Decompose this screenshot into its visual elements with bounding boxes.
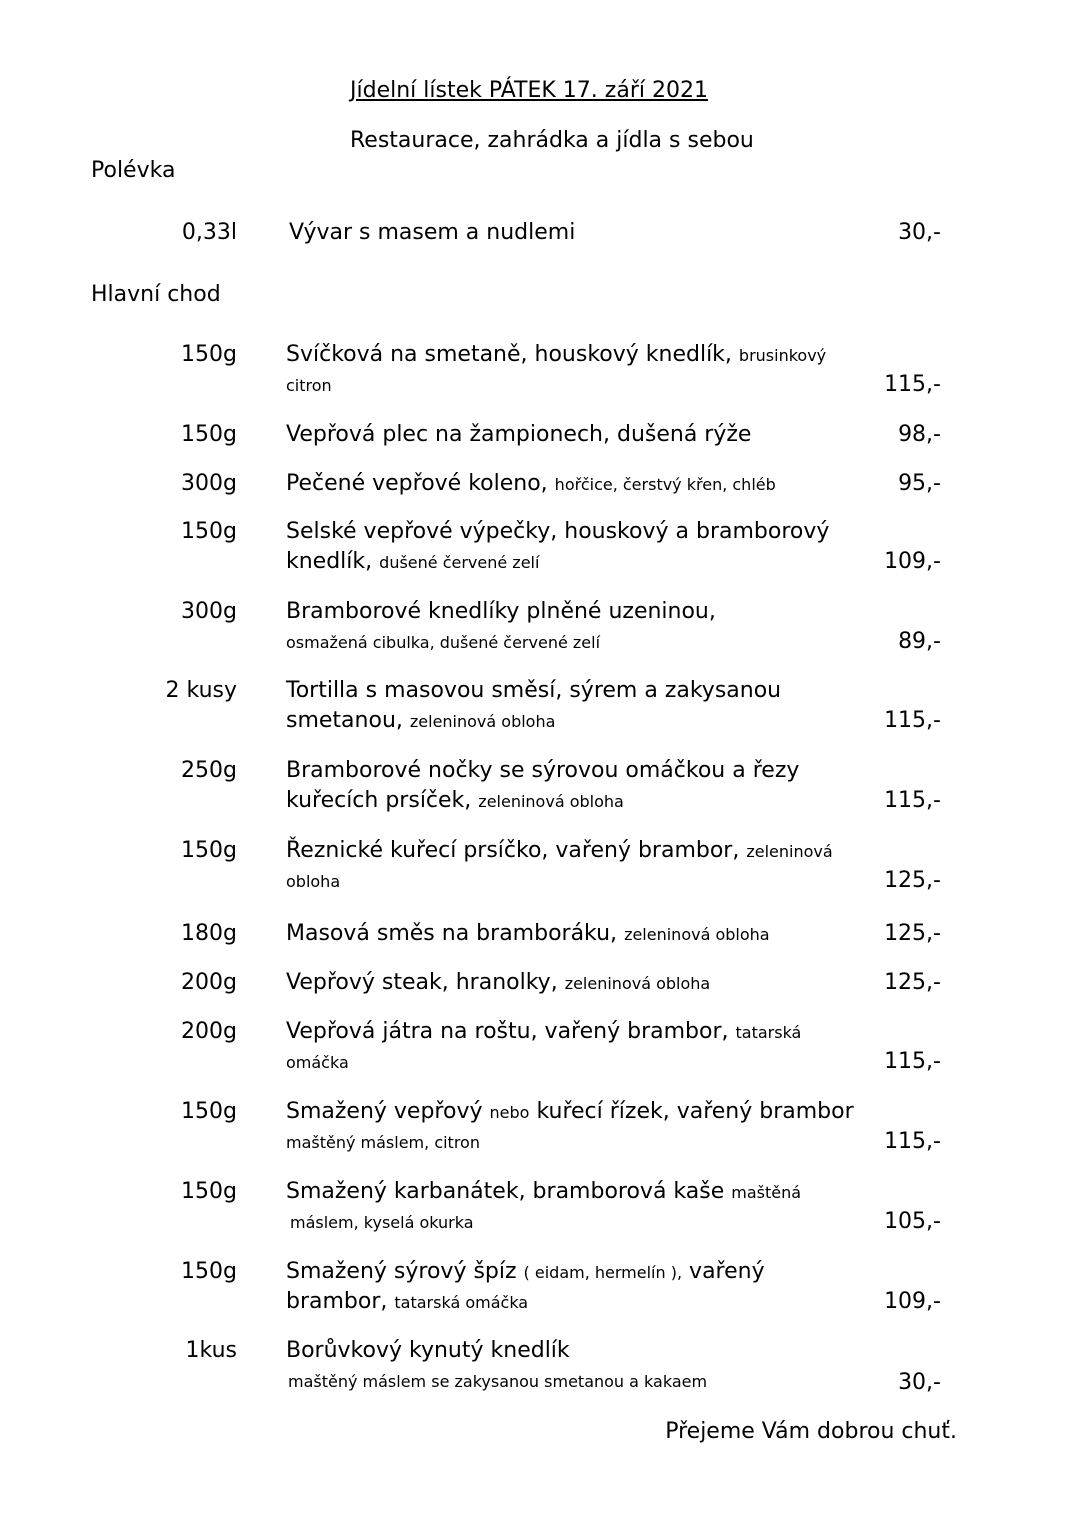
item-price: 125,- xyxy=(884,921,941,946)
menu-subtitle: Restaurace, zahrádka a jídla s sebou xyxy=(350,128,754,153)
item-quantity: 180g xyxy=(181,921,237,946)
menu-title: Jídelní lístek PÁTEK 17. září 2021 xyxy=(350,78,708,103)
item-garnish: zeleninová obloha xyxy=(478,792,624,811)
item-name: Masová směs na bramboráku, xyxy=(286,921,618,946)
item-price: 98,- xyxy=(898,422,941,447)
item-name: Svíčková na smetaně, houskový knedlík, xyxy=(286,342,732,367)
item-garnish-line2: máslem, kyselá okurka xyxy=(290,1213,474,1232)
item-name: Pečené vepřové koleno, xyxy=(286,471,548,496)
item-name-cont: smetanou, xyxy=(286,708,403,733)
item-price: 125,- xyxy=(884,970,941,995)
item-price: 115,- xyxy=(884,1129,941,1154)
item-price: 115,- xyxy=(884,372,941,397)
item-name-line1 xyxy=(286,921,770,946)
item-name: Smažený sýrový špíz xyxy=(286,1259,517,1284)
menu-item xyxy=(0,342,1087,412)
item-price: 95,- xyxy=(898,471,941,496)
item-name-line1 xyxy=(286,838,833,863)
item-name-line2 xyxy=(286,549,539,574)
item-name: Řeznické kuřecí prsíčko, vařený brambor, xyxy=(286,838,740,863)
item-quantity: 200g xyxy=(181,970,237,995)
item-name-line1 xyxy=(286,970,710,995)
item-connector: nebo xyxy=(489,1103,530,1122)
item-garnish: maštěný máslem se zakysanou smetanou a kakaem xyxy=(288,1372,708,1391)
item-name: Vepřová plec na žampionech, dušená rýže xyxy=(286,422,752,447)
item-name-line1 xyxy=(286,471,776,496)
item-name-line2 xyxy=(286,708,555,733)
item-name: Bramborové knedlíky plněné uzeninou, xyxy=(286,599,716,624)
item-name: Vepřová játra na roštu, vařený brambor, xyxy=(286,1019,729,1044)
item-garnish: brusinkový xyxy=(738,346,827,365)
item-quantity: 150g xyxy=(181,422,237,447)
section-soup-heading: Polévka xyxy=(91,158,176,183)
item-name-cont: knedlík, xyxy=(286,549,373,574)
item-name: Smažený vepřový xyxy=(286,1099,483,1124)
item-garnish: zeleninová xyxy=(746,842,833,861)
item-garnish-line2: obloha xyxy=(286,872,341,891)
item-name-line1 xyxy=(286,1179,801,1204)
item-price: 30,- xyxy=(898,1370,941,1395)
item-name-line2 xyxy=(286,788,624,813)
item-garnish: maštěná xyxy=(731,1183,802,1202)
item-quantity: 150g xyxy=(181,1259,237,1284)
menu-item xyxy=(0,678,1087,748)
item-garnish: tatarská xyxy=(735,1023,802,1042)
item-name-line1 xyxy=(286,342,826,367)
menu-item xyxy=(0,1179,1087,1249)
item-garnish: zeleninová obloha xyxy=(409,712,556,731)
item-name-line2 xyxy=(286,868,340,893)
item-garnish: tatarská omáčka xyxy=(394,1293,529,1312)
item-name-line2 xyxy=(286,1129,480,1154)
item-price: 115,- xyxy=(884,788,941,813)
item-name-cont2: brambor, xyxy=(286,1289,388,1314)
item-price: 105,- xyxy=(884,1209,941,1234)
item-price: 115,- xyxy=(884,1049,941,1074)
item-price: 125,- xyxy=(884,868,941,893)
closing-greeting: Přejeme Vám dobrou chuť. xyxy=(665,1419,957,1444)
item-quantity: 150g xyxy=(181,838,237,863)
menu-item xyxy=(0,1019,1087,1089)
item-name-line1 xyxy=(286,1259,765,1284)
item-price: 89,- xyxy=(898,629,941,654)
menu-item xyxy=(0,838,1087,908)
item-quantity: 1kus xyxy=(185,1338,237,1363)
item-name-cont: kuřecích prsíček, xyxy=(286,788,472,813)
item-name: Vepřový steak, hranolky, xyxy=(286,970,558,995)
item-name-cont: vařený xyxy=(689,1259,765,1284)
menu-item xyxy=(0,1338,1087,1408)
item-name: Bramborové nočky se sýrovou omáčkou a řezy xyxy=(286,758,800,783)
item-name-line2 xyxy=(286,1289,528,1314)
item-name-line2 xyxy=(286,1049,349,1074)
item-name-line2 xyxy=(290,1209,474,1234)
item-garnish-line2: citron xyxy=(286,376,332,395)
item-quantity: 150g xyxy=(181,1179,237,1204)
menu-item xyxy=(0,1099,1087,1169)
item-name-line1 xyxy=(286,1099,854,1124)
item-name: Selské vepřové výpečky, houskový a bramborový xyxy=(286,519,830,544)
item-name-line2 xyxy=(286,629,600,654)
item-garnish: zeleninová obloha xyxy=(624,925,770,944)
item-price: 30,- xyxy=(898,220,941,245)
item-quantity: 300g xyxy=(181,599,237,624)
item-garnish: dušené červené zelí xyxy=(379,553,540,572)
item-price: 109,- xyxy=(884,1289,941,1314)
item-quantity: 300g xyxy=(181,471,237,496)
menu-item xyxy=(0,758,1087,828)
item-name: Borůvkový kynutý knedlík xyxy=(286,1338,570,1363)
menu-item xyxy=(0,599,1087,669)
item-name: Tortilla s masovou směsí, sýrem a zakysanou xyxy=(286,678,782,703)
item-name-line1 xyxy=(286,1019,801,1044)
item-quantity: 150g xyxy=(181,342,237,367)
item-price: 115,- xyxy=(884,708,941,733)
item-note: ( eidam, hermelín ), xyxy=(523,1263,683,1282)
item-quantity: 250g xyxy=(181,758,237,783)
item-price: 109,- xyxy=(884,549,941,574)
item-garnish: maštěný máslem, citron xyxy=(286,1133,480,1152)
menu-item xyxy=(0,519,1087,589)
item-garnish-line2: omáčka xyxy=(286,1053,349,1072)
item-quantity: 0,33l xyxy=(181,220,237,245)
item-name-line2 xyxy=(288,1368,707,1393)
item-name: Smažený karbanátek, bramborová kaše xyxy=(286,1179,725,1204)
item-name: Vývar s masem a nudlemi xyxy=(289,220,576,245)
item-quantity: 150g xyxy=(181,1099,237,1124)
item-garnish: hořčice, čerstvý křen, chléb xyxy=(554,475,776,494)
soup-item xyxy=(0,220,1087,290)
item-garnish: zeleninová obloha xyxy=(564,974,711,993)
item-quantity: 2 kusy xyxy=(165,678,237,703)
item-garnish: osmažená cibulka, dušené červené zelí xyxy=(286,633,601,652)
section-main-heading: Hlavní chod xyxy=(91,282,221,307)
item-name-cont: kuřecí řízek, vařený brambor xyxy=(536,1099,854,1124)
menu-item xyxy=(0,1259,1087,1329)
item-quantity: 200g xyxy=(181,1019,237,1044)
item-quantity: 150g xyxy=(181,519,237,544)
item-name-line2 xyxy=(286,372,332,397)
